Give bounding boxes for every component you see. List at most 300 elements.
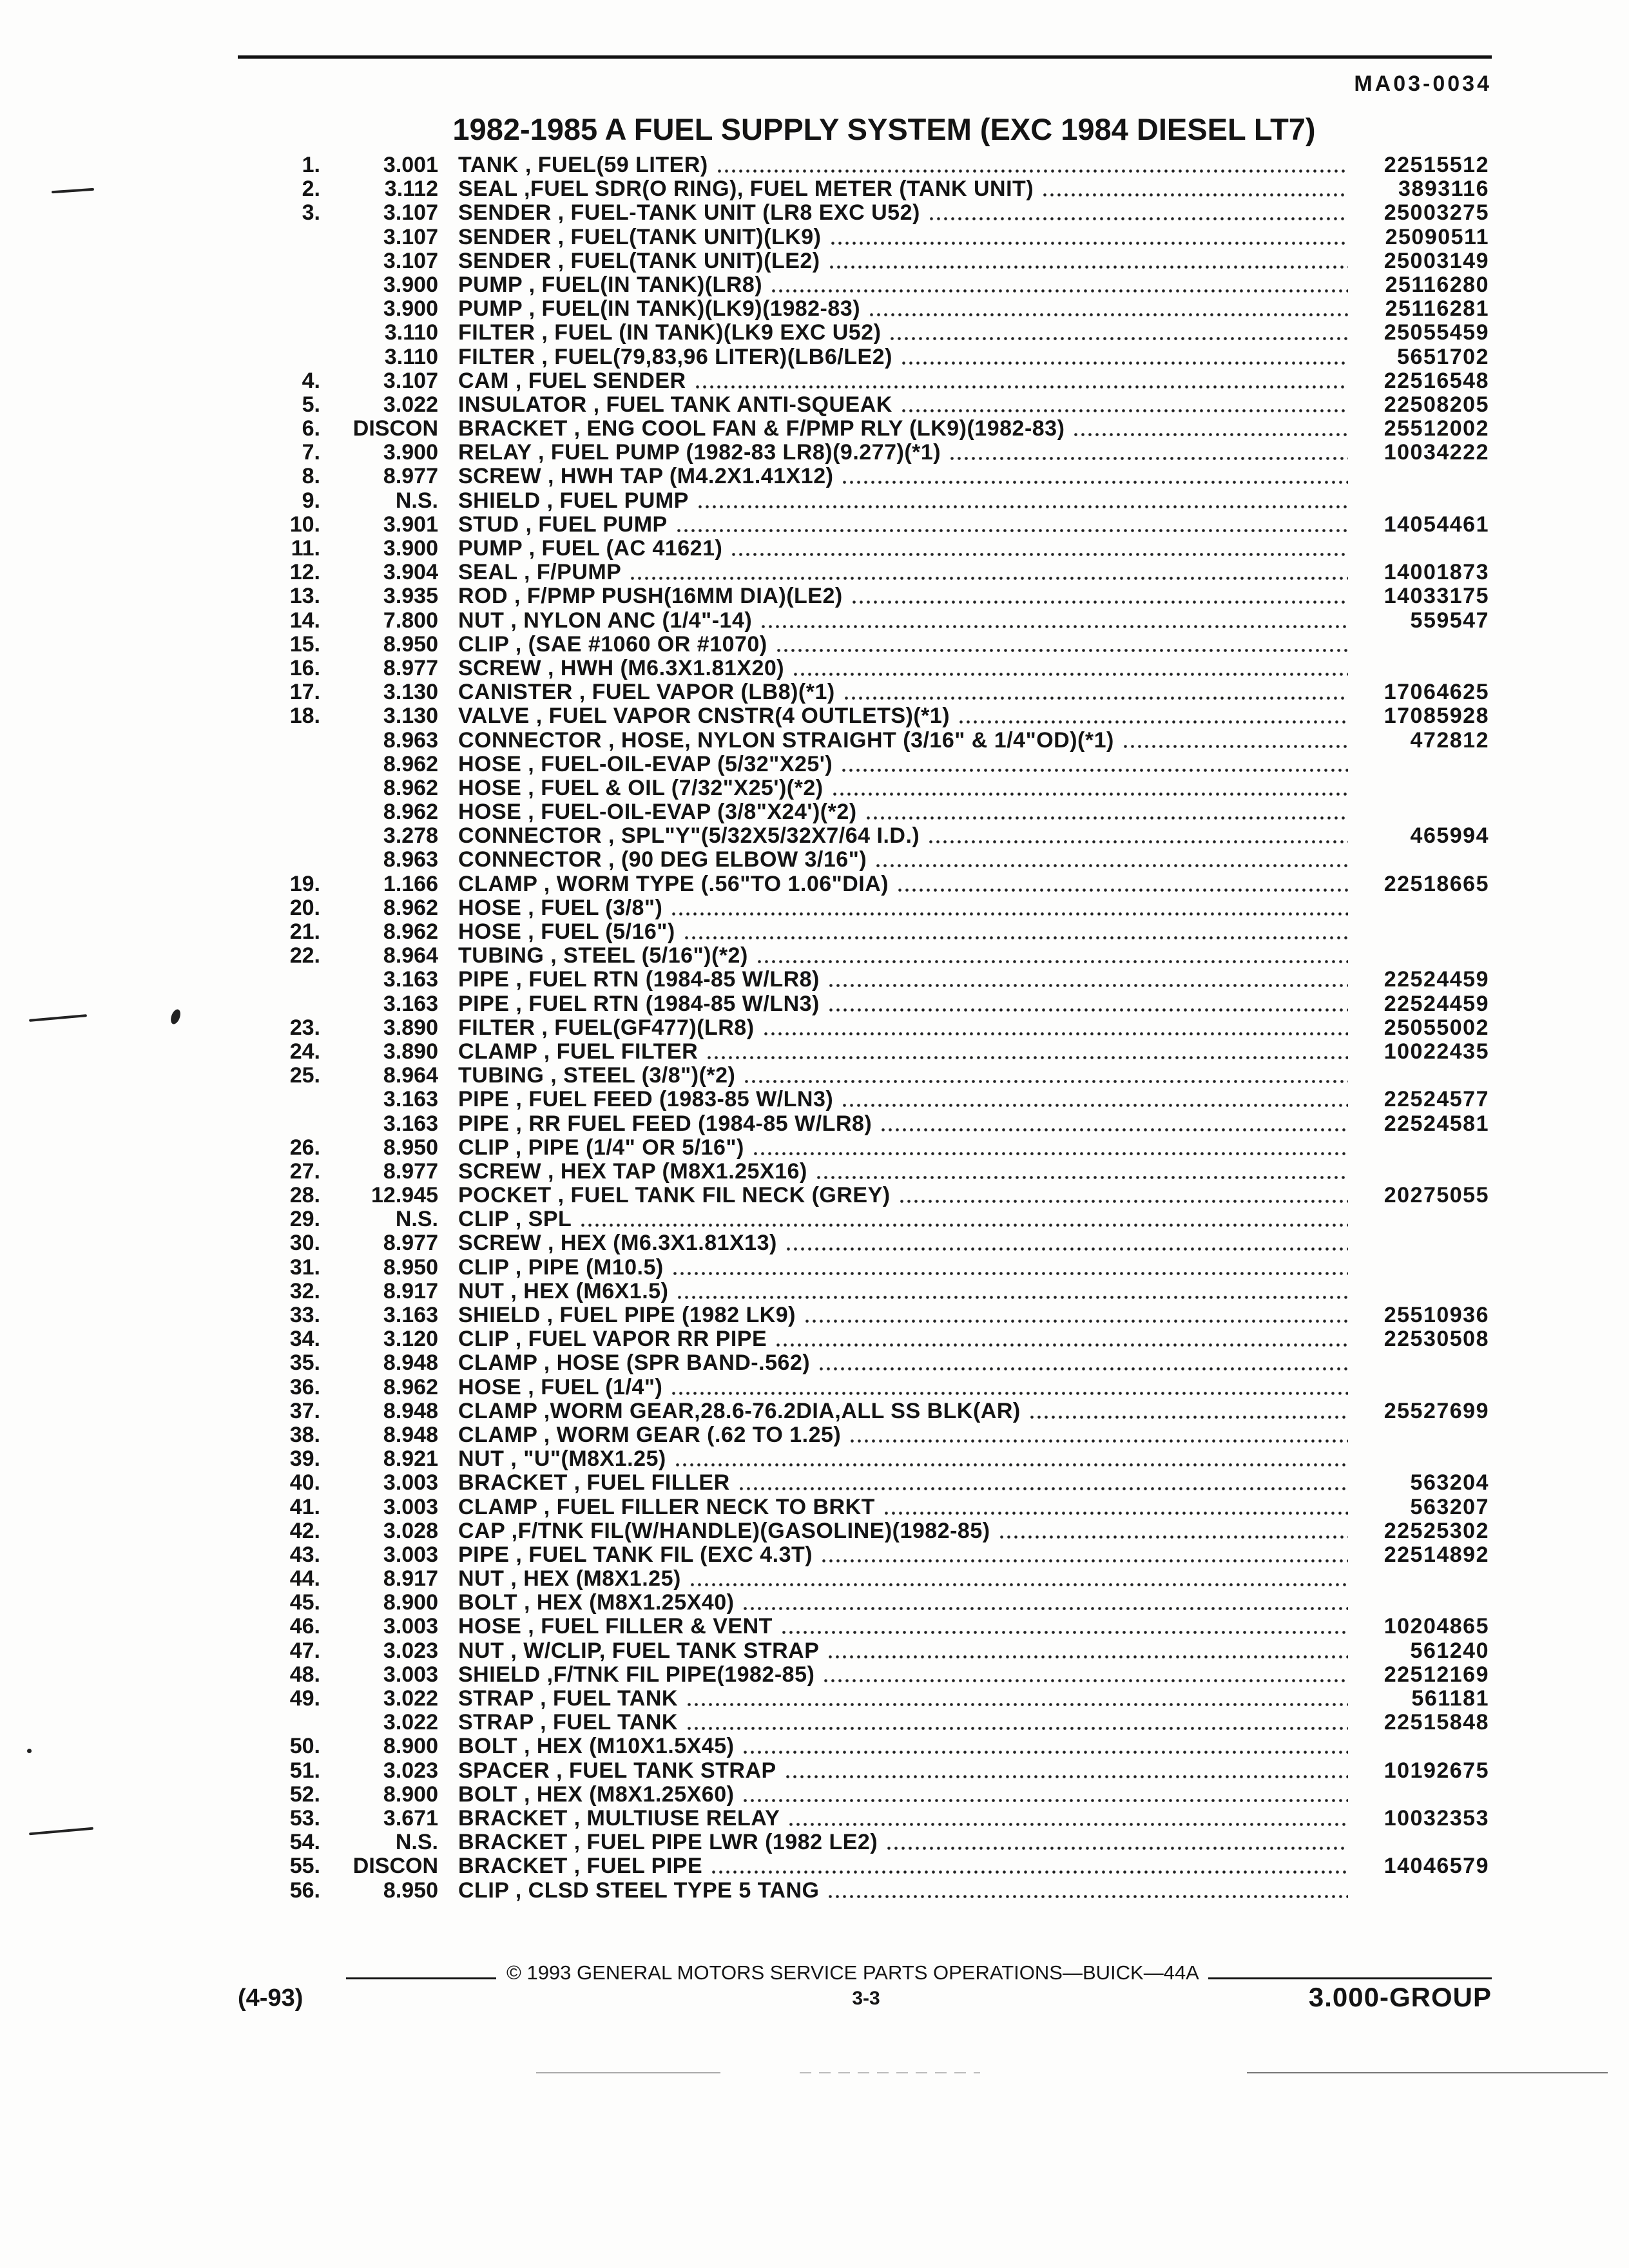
part-description: FILTER , FUEL(79,83,96 LITER)(LB6/LE2): [458, 345, 892, 369]
description-cell: [438, 1423, 1348, 1447]
part-description: HOSE , FUEL (1/4"): [458, 1375, 663, 1399]
description-cell: [438, 537, 1348, 561]
dot-leader: [671, 1256, 1348, 1280]
part-number: 10034222: [1383, 440, 1489, 465]
part-number: 10022435: [1383, 1039, 1489, 1064]
group-code: 3.163: [383, 967, 438, 992]
dot-leader: [775, 1327, 1348, 1351]
part-number: 563207: [1410, 1494, 1489, 1519]
part-description: PIPE , RR FUEL FEED (1984-85 W/LR8): [458, 1111, 872, 1136]
parts-row: [0, 1088, 1629, 1111]
dot-leader: [822, 1663, 1348, 1687]
footer-date: (4-93): [238, 1984, 304, 2012]
part-description: PIPE , FUEL RTN (1984-85 W/LR8): [458, 968, 820, 992]
item-number: 4.: [302, 368, 320, 393]
dot-leader: [670, 896, 1348, 920]
parts-row: [0, 896, 1629, 920]
description-cell: [438, 1807, 1348, 1831]
group-code: 8.963: [383, 847, 438, 872]
item-number: [258, 297, 320, 321]
part-number: [1348, 896, 1489, 920]
dot-leader: [849, 1423, 1348, 1447]
part-number: 14001873: [1383, 560, 1489, 585]
description-cell: [438, 680, 1348, 704]
parts-row: [0, 704, 1629, 728]
description-cell: [438, 609, 1348, 633]
item-number: 9.: [302, 488, 320, 513]
group-code: 3.890: [383, 1039, 438, 1064]
part-number: [1348, 489, 1489, 513]
footer-rule-left: [346, 1977, 496, 1979]
group-code: 3.163: [383, 1111, 438, 1136]
part-number: [1348, 1160, 1489, 1184]
group-code: 3.003: [383, 1494, 438, 1519]
part-number: [1348, 633, 1489, 657]
part-description: CLAMP , WORM TYPE (.56"TO 1.06"DIA): [458, 872, 889, 896]
description-cell: [438, 968, 1348, 992]
parts-row: [0, 1783, 1629, 1807]
part-number: [1348, 944, 1489, 968]
item-number: [258, 776, 320, 800]
group-code: 8.977: [383, 655, 438, 680]
part-description: CLIP , PIPE (M10.5): [458, 1255, 664, 1280]
dot-leader: [629, 561, 1348, 584]
group-code: 3.003: [383, 1542, 438, 1567]
part-number: 472812: [1410, 727, 1489, 753]
part-description: INSULATOR , FUEL TANK ANTI-SQUEAK: [458, 392, 892, 417]
parts-row: [0, 513, 1629, 537]
part-description: SCREW , HWH (M6.3X1.81X20): [458, 656, 785, 680]
part-number: 20275055: [1383, 1183, 1489, 1208]
part-description: BOLT , HEX (M10X1.5X45): [458, 1735, 735, 1759]
item-number: 34.: [289, 1327, 320, 1352]
item-number: 11.: [291, 536, 320, 561]
item-number: 48.: [289, 1662, 320, 1687]
description-cell: [438, 944, 1348, 968]
part-description: STRAP , FUEL TANK: [458, 1711, 678, 1735]
item-number: 24.: [289, 1039, 320, 1064]
group-code: DISCON: [352, 416, 438, 441]
part-description: HOSE , FUEL (3/8"): [458, 896, 663, 920]
description-cell: [438, 1399, 1348, 1423]
parts-row: [0, 249, 1629, 273]
part-description: BRACKET , FUEL PIPE: [458, 1854, 703, 1879]
dot-leader: [787, 1807, 1348, 1831]
parts-row: [0, 1112, 1629, 1136]
item-number: 50.: [289, 1734, 320, 1759]
dot-leader: [675, 513, 1348, 537]
part-description: STUD , FUEL PUMP: [458, 512, 668, 537]
parts-row: [0, 1327, 1629, 1351]
parts-row: [0, 1735, 1629, 1758]
item-number: 35.: [289, 1350, 320, 1376]
item-number: 10.: [289, 512, 320, 537]
dot-leader: [804, 1303, 1348, 1327]
parts-list: [0, 153, 1629, 1903]
group-code: 8.900: [383, 1590, 438, 1615]
item-number: 22.: [289, 943, 320, 968]
description-cell: [438, 321, 1348, 345]
part-description: NUT , NYLON ANC (1/4"-14): [458, 608, 753, 633]
dot-leader: [730, 537, 1348, 561]
part-number: [1348, 1423, 1489, 1447]
description-cell: [438, 369, 1348, 393]
dot-leader: [743, 1064, 1348, 1088]
item-number: 18.: [289, 704, 320, 729]
part-description: NUT , HEX (M6X1.5): [458, 1279, 669, 1303]
part-number: 25527699: [1383, 1398, 1489, 1423]
parts-row: [0, 561, 1629, 584]
description-cell: [438, 872, 1348, 896]
dot-leader: [785, 1231, 1348, 1255]
item-number: 27.: [289, 1158, 320, 1184]
group-code: 3.112: [384, 177, 438, 202]
item-number: 43.: [289, 1542, 320, 1567]
dot-leader: [780, 1615, 1348, 1639]
part-number: 22515848: [1383, 1710, 1489, 1735]
item-number: [258, 968, 320, 992]
group-code: 8.977: [383, 1231, 438, 1256]
parts-row: [0, 1471, 1629, 1495]
item-number: 38.: [289, 1422, 320, 1447]
part-number: 25116281: [1385, 296, 1489, 322]
part-description: PUMP , FUEL (AC 41621): [458, 537, 723, 561]
dot-leader: [898, 1184, 1348, 1207]
part-description: BRACKET , ENG COOL FAN & F/PMP RLY (LK9)(1982-83): [458, 417, 1065, 441]
parts-row: [0, 273, 1629, 297]
dot-leader: [900, 393, 1348, 417]
part-number: [1348, 1591, 1489, 1615]
parts-row: [0, 1687, 1629, 1711]
dot-leader: [831, 776, 1348, 800]
group-code: 3.901: [383, 512, 438, 537]
item-number: 32.: [289, 1278, 320, 1303]
item-number: [258, 992, 320, 1016]
item-number: 40.: [289, 1470, 320, 1495]
description-cell: [438, 1160, 1348, 1184]
part-number: 22514892: [1383, 1542, 1489, 1567]
description-cell: [438, 1088, 1348, 1111]
group-code: 3.003: [383, 1614, 438, 1639]
group-code: 3.107: [383, 224, 438, 249]
part-description: BOLT , HEX (M8X1.25X60): [458, 1782, 735, 1807]
description-cell: [438, 920, 1348, 944]
description-cell: [438, 753, 1348, 776]
description-cell: [438, 177, 1348, 201]
part-number: 5651702: [1397, 344, 1489, 369]
dot-leader: [686, 1711, 1348, 1735]
dot-leader: [843, 680, 1348, 704]
group-code: 8.962: [383, 895, 438, 920]
part-number: [1348, 1231, 1489, 1255]
group-code: 1.166: [383, 871, 438, 896]
parts-row: [0, 1280, 1629, 1303]
page-number: 3-3: [852, 1988, 880, 2009]
group-code: 8.962: [383, 919, 438, 944]
part-description: SCREW , HWH TAP (M4.2X1.41X12): [458, 465, 834, 489]
item-number: 46.: [289, 1614, 320, 1639]
part-number: 22524459: [1383, 991, 1489, 1016]
dot-leader: [742, 1591, 1348, 1615]
part-description: PUMP , FUEL(IN TANK)(LK9)(1982-83): [458, 297, 861, 322]
dot-leader: [1041, 177, 1348, 201]
description-cell: [438, 776, 1348, 800]
part-number: 22524459: [1383, 967, 1489, 992]
item-number: [258, 1112, 320, 1136]
parts-row: [0, 609, 1629, 633]
description-cell: [438, 1064, 1348, 1088]
description-cell: [438, 345, 1348, 369]
description-cell: [438, 1879, 1348, 1903]
part-number: [1348, 537, 1489, 561]
parts-row: [0, 1184, 1629, 1207]
part-number: [1348, 1064, 1489, 1088]
group-code: 8.977: [383, 464, 438, 489]
parts-row: [0, 1663, 1629, 1687]
dot-leader: [716, 153, 1348, 177]
dot-leader: [676, 1280, 1348, 1303]
part-description: VALVE , FUEL VAPOR CNSTR(4 OUTLETS)(*1): [458, 704, 950, 729]
part-description: CLAMP , FUEL FILTER: [458, 1039, 699, 1064]
part-number: [1348, 1256, 1489, 1280]
dot-leader: [865, 800, 1348, 824]
part-number: 465994: [1410, 823, 1489, 849]
dot-leader: [883, 1495, 1348, 1519]
group-code: 8.950: [383, 1135, 438, 1160]
parts-row: [0, 633, 1629, 657]
dot-leader: [752, 1136, 1348, 1160]
group-code: 3.107: [383, 248, 438, 273]
part-number: [1348, 1831, 1489, 1854]
item-number: 53.: [289, 1805, 320, 1831]
part-description: SHIELD , FUEL PIPE (1982 LK9): [458, 1303, 796, 1327]
part-description: TUBING , STEEL (5/16")(*2): [458, 944, 748, 968]
part-description: NUT , "U"(M8X1.25): [458, 1447, 666, 1472]
parts-row: [0, 345, 1629, 369]
part-number: [1348, 657, 1489, 680]
item-number: 42.: [289, 1518, 320, 1543]
part-number: [1348, 1351, 1489, 1375]
part-description: NUT , HEX (M8X1.25): [458, 1567, 681, 1591]
item-number: 26.: [289, 1135, 320, 1160]
description-cell: [438, 513, 1348, 537]
part-number: 14054461: [1383, 512, 1489, 537]
parts-row: [0, 729, 1629, 753]
description-cell: [438, 657, 1348, 680]
group-code: 12.945: [371, 1183, 438, 1208]
part-number: 25512002: [1383, 416, 1489, 441]
dot-leader: [827, 992, 1348, 1016]
part-description: CLIP , SPL: [458, 1207, 572, 1232]
item-number: 41.: [289, 1494, 320, 1519]
parts-row: [0, 537, 1629, 561]
dot-leader: [579, 1207, 1348, 1231]
description-cell: [438, 1231, 1348, 1255]
dot-leader: [762, 1016, 1348, 1040]
parts-row: [0, 393, 1629, 417]
dot-leader: [900, 345, 1348, 369]
group-code: 3.003: [383, 1662, 438, 1687]
description-cell: [438, 1567, 1348, 1591]
dot-leader: [896, 872, 1348, 896]
group-code: 3.130: [383, 680, 438, 705]
dot-leader: [689, 1567, 1348, 1591]
part-description: BOLT , HEX (M8X1.25X40): [458, 1591, 735, 1615]
part-number: 22525302: [1383, 1518, 1489, 1543]
group-code: 8.962: [383, 1374, 438, 1399]
part-number: [1348, 920, 1489, 944]
parts-row: [0, 872, 1629, 896]
description-cell: [438, 201, 1348, 225]
parts-row: [0, 776, 1629, 800]
description-cell: [438, 896, 1348, 920]
item-number: 2.: [302, 177, 320, 202]
part-number: 25055002: [1383, 1015, 1489, 1040]
group-code: 3.107: [383, 368, 438, 393]
parts-row: [0, 1376, 1629, 1399]
item-number: 55.: [289, 1854, 320, 1879]
dot-leader: [670, 1376, 1348, 1399]
part-description: BRACKET , MULTIUSE RELAY: [458, 1806, 780, 1831]
header-rule: [238, 55, 1492, 59]
item-number: [258, 226, 320, 249]
item-number: 16.: [289, 655, 320, 680]
group-code: N.S.: [395, 1830, 438, 1855]
dot-leader: [868, 297, 1348, 321]
parts-row: [0, 1351, 1629, 1375]
part-description: POCKET , FUEL TANK FIL NECK (GREY): [458, 1184, 891, 1208]
part-number: 10192675: [1383, 1758, 1489, 1783]
dot-leader: [775, 633, 1348, 657]
part-number: [1348, 1735, 1489, 1758]
part-description: SCREW , HEX (M6.3X1.81X13): [458, 1231, 777, 1256]
part-description: CLIP , PIPE (1/4" OR 5/16"): [458, 1135, 744, 1160]
group-code: 8.917: [383, 1566, 438, 1591]
description-cell: [438, 1615, 1348, 1639]
group-code: 3.935: [383, 584, 438, 609]
part-description: CLAMP , WORM GEAR (.62 TO 1.25): [458, 1423, 842, 1447]
group-code: N.S.: [395, 488, 438, 513]
group-code: 8.962: [383, 775, 438, 800]
parts-row: [0, 1064, 1629, 1088]
group-code: 3.003: [383, 1470, 438, 1495]
parts-row: [0, 1136, 1629, 1160]
description-cell: [438, 226, 1348, 249]
part-description: SENDER , FUEL-TANK UNIT (LR8 EXC U52): [458, 201, 920, 226]
description-cell: [438, 1519, 1348, 1543]
dot-leader: [851, 584, 1348, 608]
parts-row: [0, 441, 1629, 465]
parts-row: [0, 1854, 1629, 1878]
group-code: 3.163: [383, 1303, 438, 1327]
group-code: 8.948: [383, 1398, 438, 1423]
part-description: HOSE , FUEL FILLER & VENT: [458, 1615, 773, 1639]
group-code: 8.977: [383, 1158, 438, 1184]
item-number: 33.: [289, 1303, 320, 1327]
item-number: 28.: [289, 1183, 320, 1208]
group-code: 8.921: [383, 1446, 438, 1472]
item-number: 31.: [289, 1254, 320, 1280]
description-cell: [438, 153, 1348, 177]
description-cell: [438, 561, 1348, 584]
description-cell: [438, 393, 1348, 417]
item-number: 49.: [289, 1686, 320, 1711]
description-cell: [438, 800, 1348, 824]
part-number: 25003149: [1383, 248, 1489, 273]
item-number: [258, 249, 320, 273]
part-description: PUMP , FUEL(IN TANK)(LR8): [458, 273, 763, 297]
item-number: 37.: [289, 1398, 320, 1423]
description-cell: [438, 1471, 1348, 1495]
group-code: 8.948: [383, 1350, 438, 1376]
part-description: CAP ,F/TNK FIL(W/HANDLE)(GASOLINE)(1982-85): [458, 1519, 990, 1543]
group-code: 8.950: [383, 631, 438, 657]
item-number: 39.: [289, 1446, 320, 1472]
dot-leader: [958, 704, 1348, 728]
description-cell: [438, 1831, 1348, 1854]
part-number: 22508205: [1383, 392, 1489, 417]
dot-leader: [829, 226, 1349, 249]
dot-leader: [827, 1639, 1348, 1663]
item-number: 29.: [289, 1207, 320, 1232]
parts-row: [0, 800, 1629, 824]
parts-row: [0, 992, 1629, 1016]
description-cell: [438, 1735, 1348, 1758]
parts-row: [0, 369, 1629, 393]
part-number: 10204865: [1383, 1614, 1489, 1639]
part-number: 10032353: [1383, 1805, 1489, 1831]
dot-leader: [683, 920, 1348, 944]
part-description: CLIP , CLSD STEEL TYPE 5 TANG: [458, 1878, 820, 1903]
part-description: PIPE , FUEL TANK FIL (EXC 4.3T): [458, 1542, 813, 1567]
part-description: SPACER , FUEL TANK STRAP: [458, 1758, 776, 1783]
part-description: BRACKET , FUEL PIPE LWR (1982 LE2): [458, 1831, 878, 1855]
part-number: 559547: [1410, 608, 1489, 633]
group-code: 3.107: [383, 200, 438, 226]
description-cell: [438, 441, 1348, 465]
description-cell: [438, 1280, 1348, 1303]
parts-row: [0, 1807, 1629, 1831]
part-number: 17064625: [1383, 680, 1489, 705]
part-description: FILTER , FUEL(GF477)(LR8): [458, 1015, 755, 1040]
scan-faint-line: [536, 2072, 720, 2073]
dot-leader: [841, 1088, 1348, 1111]
part-description: CLAMP ,WORM GEAR,28.6-76.2DIA,ALL SS BLK(AR): [458, 1399, 1021, 1423]
description-cell: [438, 1639, 1348, 1663]
part-description: CAM , FUEL SENDER: [458, 369, 686, 393]
part-number: [1348, 465, 1489, 488]
parts-row: [0, 1399, 1629, 1423]
dot-leader: [760, 609, 1348, 633]
part-number: 22530508: [1383, 1327, 1489, 1352]
dot-leader: [885, 1831, 1348, 1854]
part-number: [1348, 1207, 1489, 1231]
item-number: 52.: [289, 1782, 320, 1807]
parts-row: [0, 226, 1629, 249]
group-code: 3.900: [383, 536, 438, 561]
parts-row: [0, 1759, 1629, 1783]
part-description: CLIP , (SAE #1060 OR #1070): [458, 632, 767, 657]
item-number: [258, 345, 320, 369]
group-code: N.S.: [395, 1207, 438, 1232]
part-number: [1348, 776, 1489, 800]
item-number: 14.: [289, 608, 320, 633]
part-number: 25510936: [1383, 1303, 1489, 1327]
part-description: SCREW , HEX TAP (M8X1.25X16): [458, 1159, 807, 1184]
description-cell: [438, 633, 1348, 657]
parts-row: [0, 1615, 1629, 1639]
group-code: 3.023: [383, 1638, 438, 1663]
